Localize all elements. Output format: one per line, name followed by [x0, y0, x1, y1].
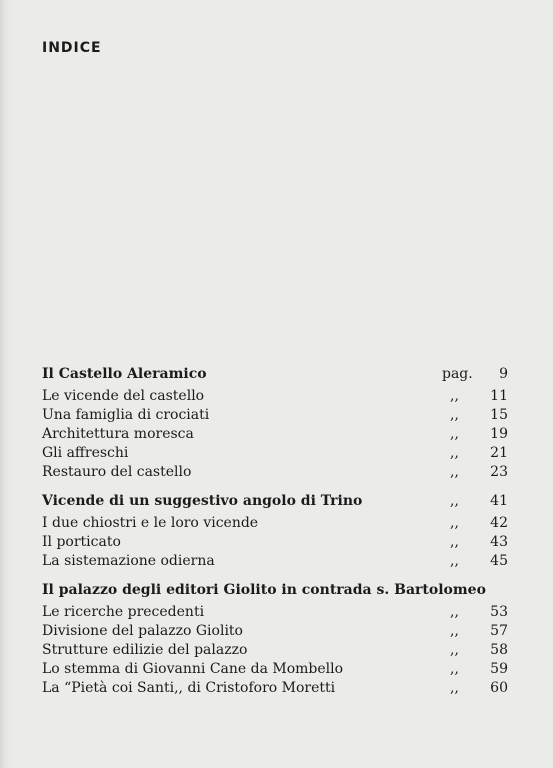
ditto-marker: ,, [450, 642, 459, 658]
toc-entry [42, 680, 508, 699]
toc-entry [42, 661, 508, 680]
page-number: 9 [499, 366, 508, 382]
ditto-marker: ,, [450, 661, 459, 677]
ditto-marker: ,, [450, 464, 459, 480]
entry-label: Una famiglia di crociati [42, 407, 210, 423]
entry-label: La sistemazione odierna [42, 553, 215, 569]
table-of-contents [42, 366, 508, 699]
page-number: 23 [490, 464, 508, 480]
ditto-marker: ,, [450, 553, 459, 569]
toc-entry [42, 388, 508, 407]
entry-label: Divisione del palazzo Giolito [42, 623, 243, 639]
ditto-marker: ,, [450, 680, 459, 696]
entry-label: Restauro del castello [42, 464, 192, 480]
ditto-marker: ,, [450, 407, 459, 423]
section-heading-label: Il palazzo degli editori Giolito in contrada s. Bartolomeo [42, 582, 486, 598]
page-number: 19 [490, 426, 508, 442]
page-number: 58 [490, 642, 508, 658]
entry-label: I due chiostri e le loro vicende [42, 515, 259, 531]
toc-entry [42, 407, 508, 426]
toc-entry [42, 553, 508, 572]
toc-entry [42, 515, 508, 534]
section-heading-castello [42, 366, 508, 388]
toc-entry [42, 464, 508, 483]
toc-entry [42, 534, 508, 553]
page-number: 60 [490, 680, 508, 696]
entry-label: Il porticato [42, 534, 121, 550]
section-heading-giolito [42, 582, 508, 604]
section-heading-trino [42, 493, 508, 515]
section-heading-label: Il Castello Aleramico [42, 366, 207, 382]
ditto-marker: ,, [450, 493, 459, 509]
page-number: 42 [490, 515, 508, 531]
ditto-marker: ,, [450, 604, 459, 620]
entry-label: Gli affreschi [42, 445, 129, 461]
section-spacer [42, 572, 508, 582]
ditto-marker: ,, [450, 445, 459, 461]
entry-label: Lo stemma di Giovanni Cane da Mombello [42, 661, 344, 677]
entry-label: Le ricerche precedenti [42, 604, 205, 620]
page-number: 57 [490, 623, 508, 639]
toc-entry [42, 623, 508, 642]
section-heading-label: Vicende di un suggestivo angolo di Trino [42, 493, 363, 509]
ditto-marker: ,, [450, 623, 459, 639]
entry-label: Architettura moresca [42, 426, 194, 442]
page-number: 15 [490, 407, 508, 423]
toc-entry [42, 604, 508, 623]
page-number: 45 [490, 553, 508, 569]
page-marker: pag. [442, 366, 473, 382]
ditto-marker: ,, [450, 534, 459, 550]
page-number: 53 [490, 604, 508, 620]
page-number: 41 [490, 493, 508, 509]
ditto-marker: ,, [450, 515, 459, 531]
page-number: 43 [490, 534, 508, 550]
entry-label: Strutture edilizie del palazzo [42, 642, 248, 658]
section-spacer [42, 483, 508, 493]
ditto-marker: ,, [450, 388, 459, 404]
page-number: 21 [490, 445, 508, 461]
entry-label: Le vicende del castello [42, 388, 205, 404]
ditto-marker: ,, [450, 426, 459, 442]
page-number: 59 [490, 661, 508, 677]
entry-label: La “Pietà coi Santi,, di Cristoforo Moretti [42, 680, 336, 696]
toc-entry [42, 642, 508, 661]
index-title: INDICE [42, 40, 102, 56]
toc-entry [42, 445, 508, 464]
toc-entry [42, 426, 508, 445]
page-number: 11 [490, 388, 508, 404]
